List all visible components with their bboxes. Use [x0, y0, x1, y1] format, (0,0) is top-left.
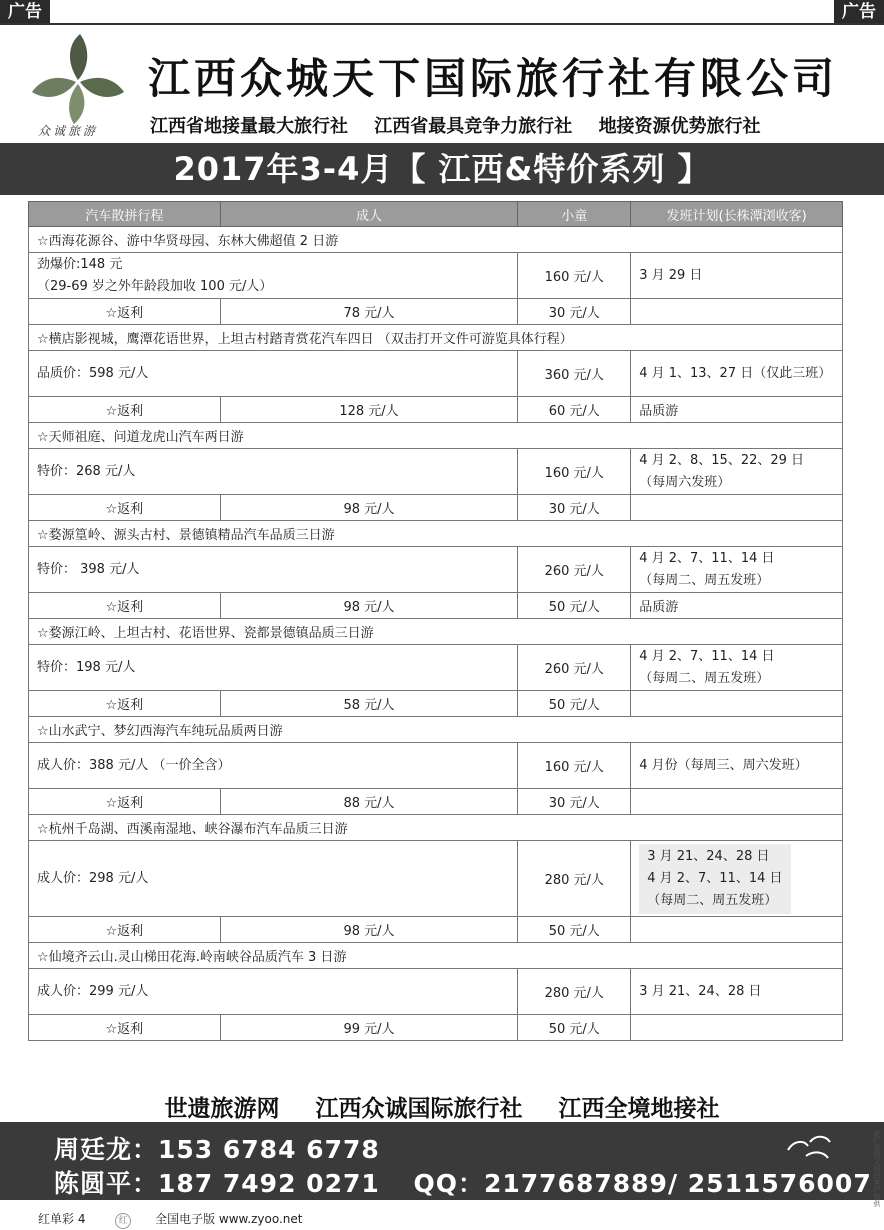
tour-adult-price — [29, 841, 518, 917]
rebate-adult: 99 元/人 — [220, 1015, 518, 1041]
tour-schedule-line: 4 月 2、8、15、22、29 日 — [639, 452, 805, 468]
rebate-child: 50 元/人 — [518, 691, 631, 717]
tour-schedule — [631, 449, 843, 495]
tour-schedule-line: 3 月 21、24、28 日 — [647, 848, 770, 864]
rebate-label: ☆返利 — [29, 593, 221, 619]
rebate-label: ☆返利 — [29, 299, 221, 325]
tour-route: ☆杭州千岛湖、西溪南湿地、峡谷瀑布汽车品质三日游 — [29, 815, 843, 841]
tour-price-line: 成人价：388 元/人 （一价全含） — [37, 757, 231, 773]
tour-schedule — [631, 743, 843, 789]
tour-child-price: 160 元/人 — [518, 253, 631, 299]
rebate-adult: 98 元/人 — [220, 593, 518, 619]
rebate-label: ☆返利 — [29, 1015, 221, 1041]
rebate-child: 30 元/人 — [518, 495, 631, 521]
tour-route: ☆婺源篁岭、源头古村、景德镇精品汽车品质三日游 — [29, 521, 843, 547]
rebate-adult: 128 元/人 — [220, 397, 518, 423]
rebate-note: 品质游 — [631, 593, 843, 619]
tour-price-line: 劲爆价:148 元 — [37, 256, 123, 272]
tour-schedule-line: （每周六发班） — [639, 474, 731, 490]
tour-schedule-line: （每周二、周五发班） — [647, 892, 778, 908]
schedule-box — [639, 844, 790, 914]
tour-schedule-line: 4 月 2、7、11、14 日 — [639, 648, 775, 664]
tour-schedule — [631, 547, 843, 593]
tour-price-line: 特价： 398 元/人 — [37, 561, 140, 577]
tour-adult-price — [29, 547, 518, 593]
contact-line-1 — [54, 1130, 380, 1166]
tour-schedule-line: 4 月 1、13、27 日（仅此三班） — [639, 365, 832, 381]
rebate-child: 50 元/人 — [518, 593, 631, 619]
rebate-note: 品质游 — [631, 397, 843, 423]
ad-label-left: 广告 — [0, 0, 50, 24]
rebate-adult: 88 元/人 — [220, 789, 518, 815]
tour-schedule-line: 4 月 2、7、11、14 日 — [647, 870, 783, 886]
contact-line-2 — [54, 1164, 872, 1200]
footer-name-3: 江西全境地接社 — [558, 1096, 720, 1122]
tour-adult-price — [29, 253, 518, 299]
tour-route: ☆婺源江岭、上坦古村、花语世界、瓷都景德镇品质三日游 — [29, 619, 843, 645]
tour-price-line: 特价：198 元/人 — [37, 659, 136, 675]
tour-schedule — [631, 841, 843, 917]
tour-schedule-line: 4 月 2、7、11、14 日 — [639, 550, 775, 566]
rebate-label: ☆返利 — [29, 495, 221, 521]
tour-price-line: 品质价：598 元/人 — [37, 365, 149, 381]
header-schedule: 发班计划(长株潭浏收客) — [631, 202, 843, 227]
side-note: 此广告图文均由客户提供 — [873, 1130, 881, 1207]
tour-child-price: 260 元/人 — [518, 645, 631, 691]
tour-schedule-line: 3 月 29 日 — [639, 267, 703, 283]
top-divider — [0, 23, 884, 25]
slogan-3: 地接资源优势旅行社 — [598, 116, 761, 137]
rebate-child: 30 元/人 — [518, 789, 631, 815]
header-route: 汽车散拼行程 — [29, 202, 221, 227]
tour-child-price: 280 元/人 — [518, 969, 631, 1015]
footer-name-1: 世遗旅游网 — [164, 1096, 280, 1122]
contact-qq: QQ：2177687889/ 2511576007 — [413, 1169, 872, 1198]
tour-price-line: 成人价：299 元/人 — [37, 983, 149, 999]
tour-price-line: 成人价：298 元/人 — [37, 870, 149, 886]
tour-schedule-line: （每周二、周五发班） — [639, 572, 770, 588]
footer-name-2: 江西众诚国际旅行社 — [315, 1096, 523, 1122]
rebate-label: ☆返利 — [29, 691, 221, 717]
contact-bar — [0, 1122, 884, 1200]
tour-schedule — [631, 253, 843, 299]
tour-route: ☆仙境齐云山.灵山梯田花海.岭南峡谷品质汽车 3 日游 — [29, 943, 843, 969]
rebate-child: 50 元/人 — [518, 1015, 631, 1041]
slogan-2: 江西省最具竞争力旅行社 — [374, 116, 573, 137]
tour-child-price: 160 元/人 — [518, 449, 631, 495]
rebate-adult: 98 元/人 — [220, 495, 518, 521]
contact-phone-1: 周廷龙：153 6784 6778 — [54, 1135, 380, 1164]
rebate-note — [631, 299, 843, 325]
bottom-footer — [38, 1210, 302, 1229]
header-adult: 成人 — [220, 202, 518, 227]
rebate-adult: 78 元/人 — [220, 299, 518, 325]
tour-route: ☆山水武宁、梦幻西海汽车纯玩品质两日游 — [29, 717, 843, 743]
tour-route: ☆横店影视城，鹰潭花语世界，上坦古村踏青赏花汽车四日 （双击打开文件可游览具体行程） — [29, 325, 843, 351]
tour-schedule-line: 3 月 21、24、28 日 — [639, 983, 762, 999]
rebate-label: ☆返利 — [29, 789, 221, 815]
tour-table — [28, 201, 843, 1041]
tour-route: ☆天师祖庭、问道龙虎山汽车两日游 — [29, 423, 843, 449]
logo-text: 众诚旅游 — [38, 124, 99, 138]
tour-route: ☆西海花源谷、游中华贤母园、东林大佛超值 2 日游 — [29, 227, 843, 253]
rebate-note — [631, 917, 843, 943]
tour-child-price: 160 元/人 — [518, 743, 631, 789]
ad-label-right: 广告 — [834, 0, 884, 24]
tour-child-price: 280 元/人 — [518, 841, 631, 917]
rebate-adult: 98 元/人 — [220, 917, 518, 943]
page-label: 红单彩 4 — [38, 1212, 86, 1226]
contact-phone-2: 陈圆平：187 7492 0271 — [54, 1169, 380, 1198]
footer-names — [0, 1090, 884, 1123]
rebate-adult: 58 元/人 — [220, 691, 518, 717]
site-label: 全国电子版 www.zyoo.net — [155, 1212, 303, 1226]
rebate-note — [631, 789, 843, 815]
tour-child-price: 260 元/人 — [518, 547, 631, 593]
tour-adult-price — [29, 449, 518, 495]
red-circle-icon: 红 — [115, 1213, 131, 1229]
slogan-1: 江西省地接量最大旅行社 — [150, 116, 348, 137]
tour-schedule-line: 4 月份（每周三、周六发班） — [639, 757, 808, 773]
rebate-child: 30 元/人 — [518, 299, 631, 325]
tour-adult-price — [29, 743, 518, 789]
swirl-decoration-icon — [784, 1132, 834, 1162]
tour-adult-price — [29, 351, 518, 397]
header-child: 小童 — [518, 202, 631, 227]
rebate-note — [631, 1015, 843, 1041]
tour-schedule — [631, 351, 843, 397]
tour-schedule — [631, 969, 843, 1015]
rebate-label: ☆返利 — [29, 397, 221, 423]
tour-adult-price — [29, 969, 518, 1015]
tour-schedule — [631, 645, 843, 691]
company-name: 江西众城天下国际旅行社有限公司 — [148, 54, 839, 103]
rebate-label: ☆返利 — [29, 917, 221, 943]
rebate-note — [631, 691, 843, 717]
rebate-child: 50 元/人 — [518, 917, 631, 943]
slogans — [150, 112, 781, 138]
tour-adult-price — [29, 645, 518, 691]
tour-child-price: 360 元/人 — [518, 351, 631, 397]
tour-price-line: 特价：268 元/人 — [37, 463, 136, 479]
rebate-note — [631, 495, 843, 521]
tour-schedule-line: （每周二、周五发班） — [639, 670, 770, 686]
leaf-logo-icon — [28, 32, 128, 132]
rebate-child: 60 元/人 — [518, 397, 631, 423]
tour-price-line: （29-69 岁之外年龄段加收 100 元/人） — [37, 278, 273, 294]
banner-title: 2017年3-4月【 江西&特价系列 】 — [0, 143, 884, 195]
